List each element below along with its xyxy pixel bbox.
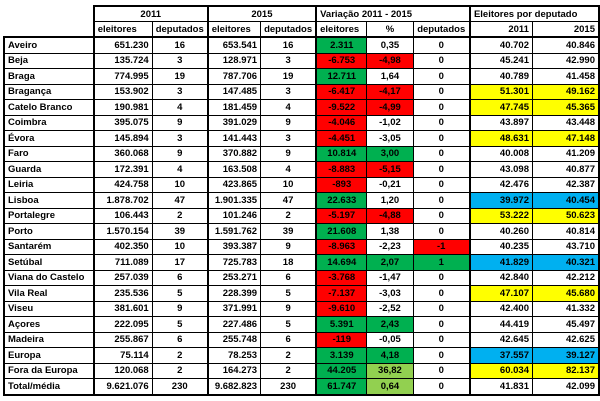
- cell-variacao-deputados: 0: [413, 286, 470, 302]
- cell-eleitores-2011: 402.350: [94, 239, 153, 255]
- cell-eleitores-2015: 255.748: [208, 332, 261, 348]
- cell-deputados-2015: 9: [261, 115, 317, 131]
- table-row: [4, 363, 599, 379]
- cell-eleitores-2015: 253.271: [208, 270, 261, 286]
- cell-eleitores-2011: 774.995: [94, 69, 153, 85]
- cell-eleitores-2011: 120.068: [94, 363, 153, 379]
- cell-variacao-eleitores: 3.139: [316, 348, 367, 364]
- row-label: Guarda: [4, 162, 94, 178]
- cell-variacao-pct: -4,88: [367, 208, 413, 224]
- cell-eleitores-por-deputado-2011: 42.645: [470, 332, 533, 348]
- cell-eleitores-2015: 9.682.823: [208, 379, 261, 395]
- table-row: [4, 239, 599, 255]
- cell-eleitores-2015: 1.591.762: [208, 224, 261, 240]
- cell-deputados-2015: 3: [261, 53, 317, 69]
- cell-eleitores-por-deputado-2011: 40.235: [470, 239, 533, 255]
- cell-variacao-pct: 1,64: [367, 69, 413, 85]
- group-header-eleitores-por-deputado: Eleitores por deputado: [470, 6, 599, 22]
- cell-eleitores-por-deputado-2011: 43.897: [470, 115, 533, 131]
- cell-variacao-pct: -4,17: [367, 84, 413, 100]
- cell-variacao-deputados: 0: [413, 177, 470, 193]
- row-label: Portalegre: [4, 208, 94, 224]
- table-row: [4, 286, 599, 302]
- row-label: Braga: [4, 69, 94, 85]
- cell-eleitores-por-deputado-2015: 39.127: [532, 348, 599, 364]
- row-label: Setúbal: [4, 255, 94, 271]
- cell-deputados-2011: 6: [152, 270, 208, 286]
- cell-eleitores-por-deputado-2011: 51.301: [470, 84, 533, 100]
- cell-variacao-eleitores: -4.451: [316, 131, 367, 147]
- cell-variacao-pct: -2,52: [367, 301, 413, 317]
- cell-deputados-2011: 4: [152, 100, 208, 116]
- cell-deputados-2011: 9: [152, 115, 208, 131]
- row-label: Madeira: [4, 332, 94, 348]
- table-row: [4, 37, 599, 53]
- cell-eleitores-por-deputado-2015: 45.365: [532, 100, 599, 116]
- cell-variacao-eleitores: -7.137: [316, 286, 367, 302]
- cell-variacao-pct: -4,98: [367, 53, 413, 69]
- cell-variacao-pct: -2,23: [367, 239, 413, 255]
- cell-variacao-deputados: 0: [413, 224, 470, 240]
- cell-eleitores-2015: 653.541: [208, 37, 261, 53]
- cell-variacao-deputados: 0: [413, 84, 470, 100]
- cell-variacao-eleitores: -893: [316, 177, 367, 193]
- cell-deputados-2011: 3: [152, 131, 208, 147]
- cell-eleitores-2015: 227.486: [208, 317, 261, 333]
- cell-eleitores-por-deputado-2011: 53.222: [470, 208, 533, 224]
- subheader-deputados-2015: deputados: [261, 22, 317, 38]
- cell-deputados-2015: 47: [261, 193, 317, 209]
- cell-variacao-deputados: 0: [413, 208, 470, 224]
- cell-eleitores-2011: 75.114: [94, 348, 153, 364]
- cell-variacao-pct: -0,21: [367, 177, 413, 193]
- cell-deputados-2011: 10: [152, 177, 208, 193]
- cell-eleitores-2015: 228.399: [208, 286, 261, 302]
- cell-variacao-eleitores: 5.391: [316, 317, 367, 333]
- cell-deputados-2015: 5: [261, 317, 317, 333]
- cell-variacao-eleitores: -4.046: [316, 115, 367, 131]
- cell-eleitores-por-deputado-2011: 40.260: [470, 224, 533, 240]
- cell-eleitores-por-deputado-2011: 47.107: [470, 286, 533, 302]
- cell-eleitores-2011: 9.621.076: [94, 379, 153, 395]
- election-table: [3, 5, 600, 396]
- cell-eleitores-2011: 711.089: [94, 255, 153, 271]
- subheader-eleitores-por-deputado-2011: 2011: [470, 22, 533, 38]
- group-header-2015: 2015: [208, 6, 316, 22]
- cell-variacao-eleitores: 10.814: [316, 146, 367, 162]
- cell-variacao-deputados: 0: [413, 363, 470, 379]
- cell-variacao-eleitores: -9.610: [316, 301, 367, 317]
- cell-deputados-2015: 6: [261, 270, 317, 286]
- cell-variacao-deputados: 0: [413, 193, 470, 209]
- row-label: Coimbra: [4, 115, 94, 131]
- cell-variacao-eleitores: -3.768: [316, 270, 367, 286]
- cell-eleitores-por-deputado-2011: 42.400: [470, 301, 533, 317]
- table-header: [4, 6, 599, 37]
- cell-variacao-deputados: 0: [413, 348, 470, 364]
- cell-deputados-2011: 16: [152, 37, 208, 53]
- cell-eleitores-por-deputado-2015: 42.099: [532, 379, 599, 395]
- cell-deputados-2015: 10: [261, 177, 317, 193]
- blank-corner-cell: [4, 6, 94, 22]
- cell-variacao-pct: -4,99: [367, 100, 413, 116]
- cell-eleitores-por-deputado-2011: 42.476: [470, 177, 533, 193]
- cell-eleitores-2015: 164.273: [208, 363, 261, 379]
- table-row: [4, 53, 599, 69]
- cell-eleitores-por-deputado-2011: 40.702: [470, 37, 533, 53]
- cell-eleitores-por-deputado-2015: 41.458: [532, 69, 599, 85]
- table-row: [4, 348, 599, 364]
- cell-variacao-eleitores: -8.883: [316, 162, 367, 178]
- cell-variacao-pct: 2,07: [367, 255, 413, 271]
- cell-deputados-2015: 5: [261, 286, 317, 302]
- cell-variacao-deputados: 0: [413, 115, 470, 131]
- cell-eleitores-2015: 725.783: [208, 255, 261, 271]
- cell-eleitores-por-deputado-2015: 45.497: [532, 317, 599, 333]
- cell-eleitores-2015: 147.485: [208, 84, 261, 100]
- cell-deputados-2015: 3: [261, 84, 317, 100]
- cell-eleitores-por-deputado-2015: 43.710: [532, 239, 599, 255]
- cell-variacao-deputados: 0: [413, 270, 470, 286]
- cell-variacao-deputados: 0: [413, 379, 470, 395]
- cell-deputados-2015: 9: [261, 239, 317, 255]
- cell-eleitores-por-deputado-2011: 48.631: [470, 131, 533, 147]
- cell-deputados-2015: 2: [261, 363, 317, 379]
- cell-variacao-eleitores: 61.747: [316, 379, 367, 395]
- cell-eleitores-2015: 78.253: [208, 348, 261, 364]
- cell-variacao-eleitores: 14.694: [316, 255, 367, 271]
- cell-eleitores-por-deputado-2015: 40.814: [532, 224, 599, 240]
- cell-eleitores-2011: 1.878.702: [94, 193, 153, 209]
- cell-eleitores-por-deputado-2011: 60.034: [470, 363, 533, 379]
- cell-deputados-2015: 2: [261, 348, 317, 364]
- cell-eleitores-2011: 381.601: [94, 301, 153, 317]
- cell-eleitores-2015: 163.508: [208, 162, 261, 178]
- cell-eleitores-2015: 141.443: [208, 131, 261, 147]
- table-row: [4, 177, 599, 193]
- cell-eleitores-por-deputado-2011: 44.419: [470, 317, 533, 333]
- cell-variacao-pct: -5,15: [367, 162, 413, 178]
- row-label: Aveiro: [4, 37, 94, 53]
- row-label: Évora: [4, 131, 94, 147]
- cell-variacao-deputados: 0: [413, 162, 470, 178]
- cell-variacao-deputados: 0: [413, 332, 470, 348]
- cell-eleitores-por-deputado-2015: 40.846: [532, 37, 599, 53]
- cell-deputados-2011: 6: [152, 332, 208, 348]
- cell-variacao-deputados: 0: [413, 100, 470, 116]
- cell-eleitores-por-deputado-2015: 43.448: [532, 115, 599, 131]
- cell-variacao-deputados: 0: [413, 301, 470, 317]
- table-row: [4, 162, 599, 178]
- cell-variacao-eleitores: -9.522: [316, 100, 367, 116]
- cell-eleitores-2011: 235.536: [94, 286, 153, 302]
- cell-variacao-deputados: 0: [413, 317, 470, 333]
- cell-eleitores-2011: 424.758: [94, 177, 153, 193]
- cell-eleitores-por-deputado-2011: 41.829: [470, 255, 533, 271]
- subheader-row: [4, 22, 599, 38]
- table-row: [4, 208, 599, 224]
- cell-variacao-deputados: 0: [413, 146, 470, 162]
- table-row: [4, 332, 599, 348]
- cell-eleitores-2011: 651.230: [94, 37, 153, 53]
- cell-eleitores-2011: 222.095: [94, 317, 153, 333]
- cell-variacao-eleitores: 12.711: [316, 69, 367, 85]
- cell-eleitores-por-deputado-2015: 82.137: [532, 363, 599, 379]
- cell-eleitores-por-deputado-2015: 41.332: [532, 301, 599, 317]
- cell-eleitores-por-deputado-2015: 42.212: [532, 270, 599, 286]
- cell-variacao-eleitores: -8.963: [316, 239, 367, 255]
- cell-deputados-2011: 17: [152, 255, 208, 271]
- subheader-variacao-pct: %: [367, 22, 413, 38]
- row-label: Porto: [4, 224, 94, 240]
- cell-deputados-2011: 19: [152, 69, 208, 85]
- row-label: Vila Real: [4, 286, 94, 302]
- row-label: Fora da Europa: [4, 363, 94, 379]
- cell-eleitores-2011: 135.724: [94, 53, 153, 69]
- row-label: Europa: [4, 348, 94, 364]
- cell-variacao-pct: 3,00: [367, 146, 413, 162]
- cell-deputados-2011: 230: [152, 379, 208, 395]
- cell-eleitores-por-deputado-2015: 42.990: [532, 53, 599, 69]
- cell-variacao-deputados: 0: [413, 69, 470, 85]
- cell-deputados-2015: 39: [261, 224, 317, 240]
- cell-variacao-eleitores: -119: [316, 332, 367, 348]
- cell-eleitores-2015: 1.901.335: [208, 193, 261, 209]
- row-label: Bragança: [4, 84, 94, 100]
- cell-deputados-2015: 4: [261, 162, 317, 178]
- cell-deputados-2011: 2: [152, 363, 208, 379]
- cell-variacao-deputados: 0: [413, 53, 470, 69]
- cell-deputados-2011: 3: [152, 53, 208, 69]
- cell-eleitores-2015: 393.387: [208, 239, 261, 255]
- cell-deputados-2011: 47: [152, 193, 208, 209]
- cell-deputados-2011: 9: [152, 301, 208, 317]
- cell-variacao-pct: 1,38: [367, 224, 413, 240]
- cell-variacao-deputados: 0: [413, 131, 470, 147]
- cell-eleitores-por-deputado-2015: 49.162: [532, 84, 599, 100]
- cell-eleitores-2011: 257.039: [94, 270, 153, 286]
- cell-variacao-eleitores: 44.205: [316, 363, 367, 379]
- cell-eleitores-2015: 181.459: [208, 100, 261, 116]
- cell-variacao-eleitores: -6.417: [316, 84, 367, 100]
- cell-eleitores-2011: 395.075: [94, 115, 153, 131]
- cell-variacao-pct: 4,18: [367, 348, 413, 364]
- cell-variacao-pct: -3,03: [367, 286, 413, 302]
- subheader-eleitores-por-deputado-2015: 2015: [532, 22, 599, 38]
- table-row: [4, 317, 599, 333]
- cell-deputados-2015: 230: [261, 379, 317, 395]
- cell-variacao-pct: 1,20: [367, 193, 413, 209]
- cell-eleitores-por-deputado-2015: 50.623: [532, 208, 599, 224]
- cell-deputados-2015: 16: [261, 37, 317, 53]
- cell-eleitores-2011: 153.902: [94, 84, 153, 100]
- row-label: Total/média: [4, 379, 94, 395]
- row-label: Viseu: [4, 301, 94, 317]
- row-label: Lisboa: [4, 193, 94, 209]
- cell-eleitores-por-deputado-2015: 45.680: [532, 286, 599, 302]
- subheader-eleitores-2015: eleitores: [208, 22, 261, 38]
- cell-eleitores-2011: 255.867: [94, 332, 153, 348]
- cell-deputados-2015: 18: [261, 255, 317, 271]
- row-label: Viana do Castelo: [4, 270, 94, 286]
- cell-eleitores-por-deputado-2011: 41.831: [470, 379, 533, 395]
- cell-deputados-2015: 6: [261, 332, 317, 348]
- cell-eleitores-por-deputado-2015: 42.625: [532, 332, 599, 348]
- cell-deputados-2015: 9: [261, 301, 317, 317]
- table-row: [4, 69, 599, 85]
- cell-deputados-2011: 10: [152, 239, 208, 255]
- cell-eleitores-2011: 106.443: [94, 208, 153, 224]
- cell-variacao-deputados: 1: [413, 255, 470, 271]
- cell-eleitores-2011: 145.894: [94, 131, 153, 147]
- table-row: [4, 224, 599, 240]
- cell-eleitores-2015: 423.865: [208, 177, 261, 193]
- cell-variacao-eleitores: -5.197: [316, 208, 367, 224]
- cell-eleitores-por-deputado-2011: 40.789: [470, 69, 533, 85]
- cell-variacao-deputados: -1: [413, 239, 470, 255]
- cell-variacao-eleitores: 2.311: [316, 37, 367, 53]
- row-label: Açores: [4, 317, 94, 333]
- group-header-2011: 2011: [94, 6, 208, 22]
- group-header-variacao: Variação 2011 - 2015: [316, 6, 470, 22]
- cell-variacao-pct: -1,47: [367, 270, 413, 286]
- cell-eleitores-2011: 1.570.154: [94, 224, 153, 240]
- cell-variacao-pct: 2,43: [367, 317, 413, 333]
- table-row: [4, 270, 599, 286]
- table-row: [4, 100, 599, 116]
- table-row: [4, 115, 599, 131]
- cell-eleitores-por-deputado-2015: 42.387: [532, 177, 599, 193]
- table-row: [4, 84, 599, 100]
- cell-deputados-2011: 2: [152, 348, 208, 364]
- cell-deputados-2015: 19: [261, 69, 317, 85]
- cell-variacao-pct: 36,82: [367, 363, 413, 379]
- cell-eleitores-2015: 128.971: [208, 53, 261, 69]
- cell-variacao-eleitores: 22.633: [316, 193, 367, 209]
- cell-eleitores-por-deputado-2011: 43.098: [470, 162, 533, 178]
- cell-eleitores-2015: 787.706: [208, 69, 261, 85]
- cell-variacao-eleitores: -6.753: [316, 53, 367, 69]
- election-table-sheet: [3, 5, 600, 396]
- cell-eleitores-por-deputado-2015: 40.321: [532, 255, 599, 271]
- cell-deputados-2011: 2: [152, 208, 208, 224]
- cell-variacao-pct: -3,05: [367, 131, 413, 147]
- cell-deputados-2011: 5: [152, 286, 208, 302]
- table-body: [4, 37, 599, 395]
- table-row: [4, 193, 599, 209]
- subheader-variacao-eleitores: eleitores: [316, 22, 367, 38]
- cell-deputados-2011: 39: [152, 224, 208, 240]
- cell-eleitores-por-deputado-2011: 45.241: [470, 53, 533, 69]
- cell-eleitores-por-deputado-2011: 42.840: [470, 270, 533, 286]
- cell-deputados-2015: 9: [261, 146, 317, 162]
- header-group-row: [4, 6, 599, 22]
- cell-eleitores-2011: 360.068: [94, 146, 153, 162]
- cell-variacao-pct: 0,64: [367, 379, 413, 395]
- row-label: Catelo Branco: [4, 100, 94, 116]
- row-label: Beja: [4, 53, 94, 69]
- cell-eleitores-2011: 172.391: [94, 162, 153, 178]
- subheader-deputados-2011: deputados: [152, 22, 208, 38]
- table-row: [4, 131, 599, 147]
- cell-eleitores-2015: 371.991: [208, 301, 261, 317]
- cell-deputados-2015: 3: [261, 131, 317, 147]
- cell-eleitores-por-deputado-2015: 47.148: [532, 131, 599, 147]
- cell-deputados-2011: 5: [152, 317, 208, 333]
- cell-variacao-pct: -1,02: [367, 115, 413, 131]
- cell-deputados-2011: 9: [152, 146, 208, 162]
- row-label: Leiria: [4, 177, 94, 193]
- subheader-eleitores-2011: eleitores: [94, 22, 153, 38]
- cell-variacao-pct: -0,05: [367, 332, 413, 348]
- cell-variacao-pct: 0,35: [367, 37, 413, 53]
- cell-eleitores-por-deputado-2015: 40.454: [532, 193, 599, 209]
- cell-eleitores-por-deputado-2011: 47.745: [470, 100, 533, 116]
- row-label: Faro: [4, 146, 94, 162]
- cell-eleitores-por-deputado-2015: 40.877: [532, 162, 599, 178]
- subheader-variacao-deputados: deputados: [413, 22, 470, 38]
- blank-label-header-cell: [4, 22, 94, 38]
- cell-variacao-eleitores: 21.608: [316, 224, 367, 240]
- cell-deputados-2011: 3: [152, 84, 208, 100]
- cell-deputados-2011: 4: [152, 162, 208, 178]
- cell-eleitores-por-deputado-2015: 41.209: [532, 146, 599, 162]
- cell-eleitores-por-deputado-2011: 40.008: [470, 146, 533, 162]
- cell-eleitores-por-deputado-2011: 39.972: [470, 193, 533, 209]
- table-row: [4, 255, 599, 271]
- table-row: [4, 146, 599, 162]
- table-row: [4, 301, 599, 317]
- cell-eleitores-2015: 101.246: [208, 208, 261, 224]
- cell-eleitores-por-deputado-2011: 37.557: [470, 348, 533, 364]
- cell-eleitores-2015: 391.029: [208, 115, 261, 131]
- cell-variacao-deputados: 0: [413, 37, 470, 53]
- cell-deputados-2015: 2: [261, 208, 317, 224]
- row-label: Santarém: [4, 239, 94, 255]
- total-row: [4, 379, 599, 395]
- cell-eleitores-2015: 370.882: [208, 146, 261, 162]
- cell-deputados-2015: 4: [261, 100, 317, 116]
- cell-eleitores-2011: 190.981: [94, 100, 153, 116]
